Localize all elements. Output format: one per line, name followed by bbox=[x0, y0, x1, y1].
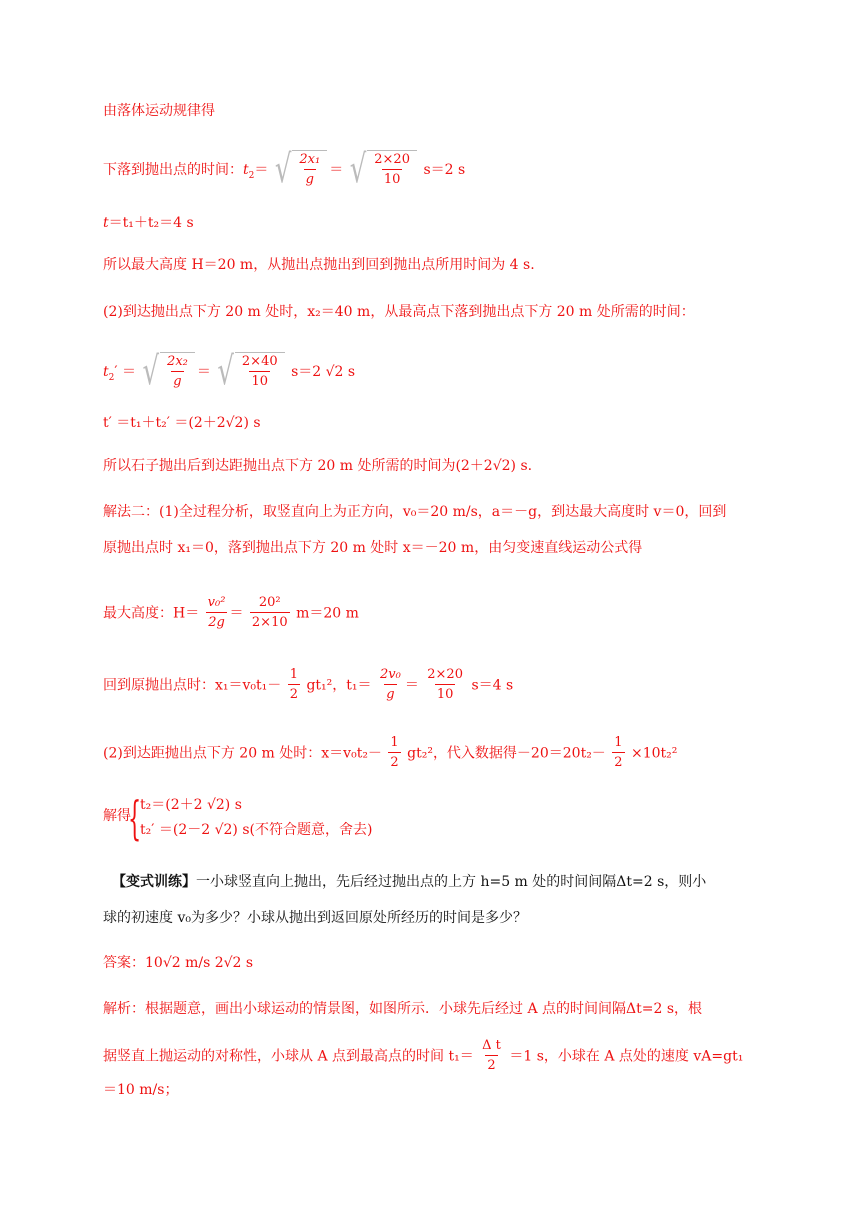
line-9: 解法二：(1)全过程分析，取竖直向上为正方向，v₀＝20 m/s，a＝－g，到达最大高度时 v＝0，回到 bbox=[103, 504, 727, 520]
line-14-label: 解得 bbox=[103, 808, 131, 824]
line-12: 回到原抛出点时：x₁＝v₀t₁－ $\frac{1}{2}$ gt₁²，t₁＝ $\frac{\text{2v₀}}{g}$ ＝ $\frac{2\times 20}{10}$ s＝4 s bbox=[103, 666, 513, 705]
fraction: $\frac{2\times 20}{10}$ bbox=[372, 151, 412, 190]
line-2-tail: s＝2 s bbox=[423, 162, 466, 178]
line-1: 由落体运动规律得 bbox=[103, 103, 215, 119]
radical: √ $\frac{\text{2x₁}}{g}$ bbox=[275, 150, 327, 190]
fraction: $\frac{2\times 40}{10}$ bbox=[240, 353, 280, 392]
line-18: 解析：根据题意，画出小球运动的情景图，如图所示．小球先后经过 A 点的时间间隔Δt=2 s，根 bbox=[103, 1001, 703, 1017]
line-20: ＝10 m/s； bbox=[103, 1082, 179, 1098]
line-3: t＝t₁＋t₂＝4 s bbox=[103, 215, 194, 231]
fraction: $\frac{1}{2}$ bbox=[388, 734, 400, 773]
fraction: $\frac{2\times 20}{10}$ bbox=[425, 666, 465, 705]
line-2: 下落到抛出点的时间：$t_2=$ √ $\frac{\text{2x₁}}{g}$ ＝ √ $\frac{2\times 20}{10}$ s＝2 s bbox=[103, 147, 466, 193]
line-4: 所以最大高度 H＝20 m，从抛出点抛出到回到抛出点所用时间为 4 s. bbox=[103, 257, 535, 273]
line-11: 最大高度：H＝ $\frac{\text{v₀²}}{2g}$ ＝ $\frac{\text{20²}}{2\times 10}$ m＝20 m bbox=[103, 594, 359, 633]
fraction: $\frac{\text{v₀²}}{2g}$ bbox=[206, 594, 228, 633]
brace-icon: { bbox=[128, 791, 142, 845]
radical: √ $\frac{2\times 40}{10}$ bbox=[217, 352, 284, 392]
fraction: $\frac{\text{2x₁}}{g}$ bbox=[297, 151, 322, 190]
fraction: $\frac{\text{Δ t}}{2}$ bbox=[480, 1037, 503, 1076]
line-6-tail: s＝2 √2 s bbox=[291, 364, 356, 380]
line-10: 原抛出点时 x₁＝0，落到抛出点下方 20 m 处时 x＝－20 m，由匀变速直线运动公式得 bbox=[103, 540, 643, 556]
line-15: 【变式训练】一小球竖直向上抛出，先后经过抛出点的上方 h=5 m 处的时间间隔Δt=2 s，则小 bbox=[112, 874, 707, 890]
fraction: $\frac{\text{2v₀}}{g}$ bbox=[378, 666, 403, 705]
line-6: $t_2'$ ＝ √ $\frac{\text{2x₂}}{g}$ ＝ √ $\frac{2\times 40}{10}$ s＝2 √2 s bbox=[103, 349, 356, 395]
fraction: $\frac{1}{2}$ bbox=[288, 666, 300, 705]
fraction: $\frac{\text{2x₂}}{g}$ bbox=[165, 353, 190, 392]
line-7: t′ ＝t₁＋t₂′ ＝(2＋2√2) s bbox=[103, 415, 261, 431]
line-14-b: t₂′ ＝(2－2 √2) s(不符合题意，舍去) bbox=[140, 822, 373, 838]
line-2-lead: 下落到抛出点的时间： bbox=[103, 162, 243, 178]
exercise-heading: 【变式训练】 bbox=[112, 874, 196, 890]
radical: √ $\frac{\text{2x₂}}{g}$ bbox=[142, 352, 194, 392]
line-5: (2)到达抛出点下方 20 m 处时，x₂＝40 m，从最高点下落到抛出点下方 20 m 处所需的时间： bbox=[103, 304, 695, 320]
answer-line: 答案：10√2 m/s 2√2 s bbox=[103, 955, 254, 971]
line-14-a: t₂＝(2＋2 √2) s bbox=[140, 797, 242, 813]
fraction: $\frac{\text{20²}}{2\times 10}$ bbox=[250, 594, 290, 633]
fraction: $\frac{1}{2}$ bbox=[612, 734, 624, 773]
line-19: 据竖直上抛运动的对称性，小球从 A 点到最高点的时间 t₁＝ $\frac{\text{Δ t}}{2}$ ＝1 s，小球在 A 点处的速度 vA=gt₁ bbox=[103, 1037, 743, 1076]
line-13: (2)到达距抛出点下方 20 m 处时：x＝v₀t₂－ $\frac{1}{2}$ gt₂²，代入数据得－20＝20t₂－ $\frac{1}{2}$ ×10t₂² bbox=[103, 734, 677, 773]
line-2-t: t bbox=[243, 162, 249, 178]
line-8: 所以石子抛出后到达距抛出点下方 20 m 处所需的时间为(2＋2√2) s. bbox=[103, 458, 533, 474]
line-16: 球的初速度 v₀为多少？小球从抛出到返回原处所经历的时间是多少？ bbox=[103, 910, 527, 926]
radical: √ $\frac{2\times 20}{10}$ bbox=[350, 150, 417, 190]
